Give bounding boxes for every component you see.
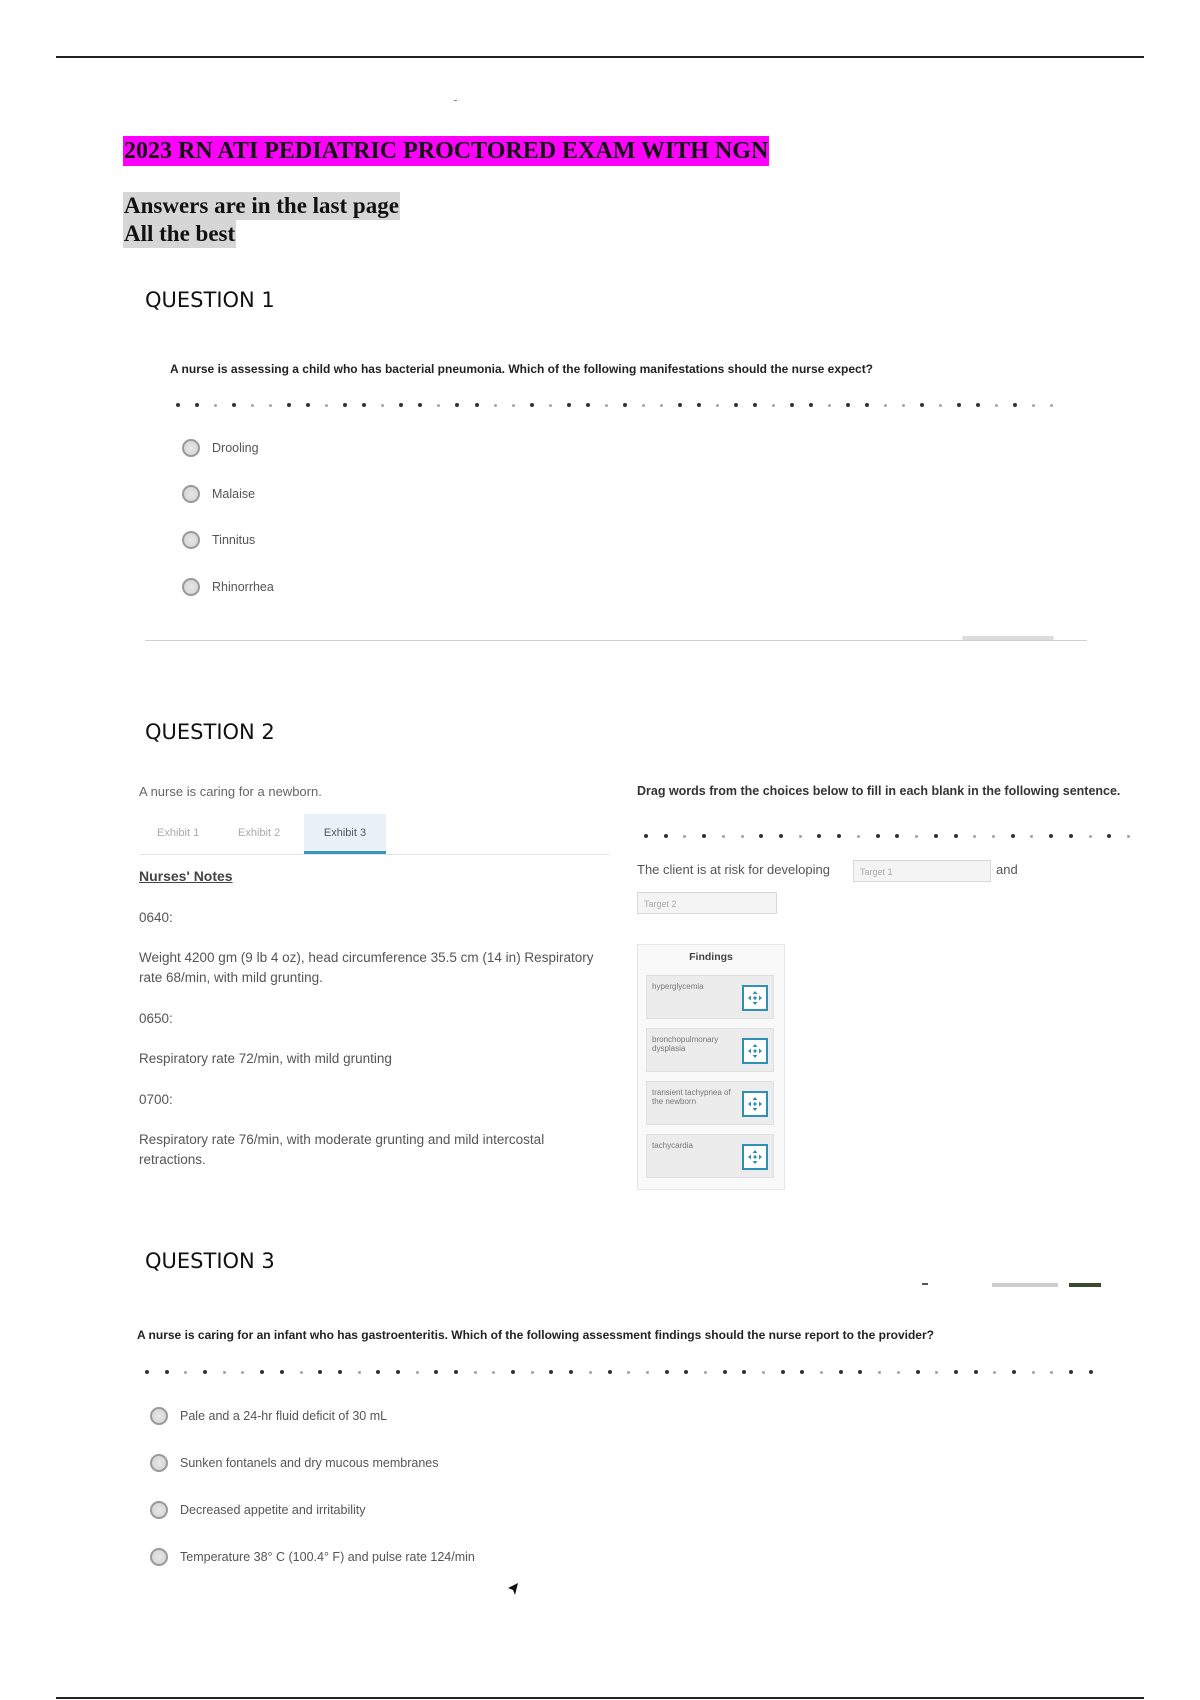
separator-dot — [779, 834, 783, 838]
separator-dot — [884, 404, 887, 407]
question-3-stem: A nurse is caring for an infant who has gastroenteritis. Which of the following assessment findings should the nurse report to the provider? — [137, 1328, 934, 1342]
separator-dot — [1050, 1371, 1053, 1374]
progress-indicator — [992, 1283, 1058, 1287]
separator-dot — [993, 1371, 996, 1374]
separator-dot — [781, 1370, 785, 1374]
separator-dot — [1089, 835, 1092, 838]
radio-button[interactable] — [150, 1501, 168, 1519]
separator-dot — [902, 404, 905, 407]
question-1-divider — [145, 640, 1087, 641]
note-entry: Respiratory rate 76/min, with moderate grunting and mild intercostal retractions. — [139, 1132, 545, 1167]
separator-dot — [915, 835, 918, 838]
separator-dot — [1012, 1370, 1016, 1374]
separator-dot — [973, 835, 976, 838]
separator-dot — [396, 1370, 400, 1374]
separator-dot — [820, 1371, 823, 1374]
separator-dot — [1032, 404, 1035, 407]
separator-dot — [338, 1370, 342, 1374]
separator-dot — [343, 403, 347, 407]
separator-dot — [318, 1370, 322, 1374]
separator-dot — [627, 1371, 630, 1374]
separator-dot — [954, 834, 958, 838]
separator-dot — [895, 834, 899, 838]
separator-dot — [1089, 1370, 1093, 1374]
question-3-option[interactable] — [150, 1548, 475, 1566]
separator-dot — [530, 403, 534, 407]
separator-dot — [418, 403, 422, 407]
separator-dot — [664, 834, 668, 838]
radio-button[interactable] — [182, 578, 200, 596]
separator-dot — [280, 1370, 284, 1374]
option-label: Sunken fontanels and dry mucous membranes — [180, 1456, 439, 1470]
separator-dot — [1069, 834, 1073, 838]
separator-dot — [306, 403, 310, 407]
separator-dot — [176, 403, 180, 407]
separator-dot — [358, 1371, 361, 1374]
note-time: 0640: — [139, 910, 173, 925]
option-label: Drooling — [212, 441, 259, 455]
separator-dot — [474, 1371, 477, 1374]
drop-target-2[interactable]: Target 2 — [637, 892, 777, 914]
separator-dot — [858, 1370, 862, 1374]
separator-dot — [1050, 404, 1053, 407]
separator-dot — [762, 1371, 765, 1374]
question-1-option[interactable] — [182, 485, 255, 503]
separator-dot — [702, 834, 706, 838]
case-intro: A nurse is caring for a newborn. — [139, 784, 322, 799]
separator-dot — [742, 1370, 746, 1374]
option-label: Temperature 38° C (100.4° F) and pulse rate 124/min — [180, 1550, 475, 1564]
bottom-rule — [56, 1697, 1144, 1699]
separator-dot — [214, 404, 217, 407]
separator-dot — [697, 403, 701, 407]
separator-dot — [817, 834, 821, 838]
separator-dot — [723, 1370, 727, 1374]
separator-dot — [839, 1370, 843, 1374]
sentence-joiner: and — [996, 862, 1018, 877]
nurses-notes-title: Nurses' Notes — [139, 868, 233, 884]
separator-dot — [589, 1371, 592, 1374]
question-1-separator-dots — [176, 402, 1054, 408]
radio-button[interactable] — [150, 1454, 168, 1472]
separator-dot — [325, 404, 328, 407]
sentence-text: The client is at risk for developing — [637, 862, 830, 877]
separator-dot — [646, 1371, 649, 1374]
progress-indicator-active — [1069, 1283, 1101, 1287]
separator-dot — [846, 403, 850, 407]
separator-dot — [799, 835, 802, 838]
question-1-stem: A nurse is assessing a child who has bacterial pneumonia. Which of the following manifestations should the nurse expect? — [170, 362, 874, 376]
separator-dot — [549, 1370, 553, 1374]
tab-exhibit-2[interactable]: Exhibit 2 — [238, 827, 281, 839]
separator-dot — [260, 1370, 264, 1374]
separator-dot — [437, 404, 440, 407]
separator-dot — [511, 1370, 515, 1374]
separator-dot — [434, 1370, 438, 1374]
question-3-option[interactable] — [150, 1454, 438, 1472]
drop-target-1[interactable]: Target 1 — [853, 860, 991, 882]
separator-dot — [362, 403, 366, 407]
draggable-finding[interactable] — [646, 1081, 774, 1125]
separator-dot — [865, 403, 869, 407]
draggable-finding[interactable] — [646, 1134, 774, 1178]
separator-dot — [939, 404, 942, 407]
separator-dot — [605, 404, 608, 407]
note-time: 0650: — [139, 1011, 173, 1026]
separator-dot — [772, 404, 775, 407]
question-3-separator-dots — [145, 1369, 1093, 1375]
separator-dot — [1069, 1370, 1073, 1374]
tab-exhibit-1[interactable]: Exhibit 1 — [157, 827, 200, 839]
option-label: Decreased appetite and irritability — [180, 1503, 366, 1517]
separator-dot — [269, 404, 272, 407]
separator-dot — [683, 835, 686, 838]
question-1-heading: QUESTION 1 — [145, 288, 275, 312]
separator-dot — [897, 1371, 900, 1374]
separator-dot — [300, 1371, 303, 1374]
separator-dot — [916, 1370, 920, 1374]
separator-dot — [716, 404, 719, 407]
separator-dot — [567, 403, 571, 407]
separator-dot — [531, 1371, 534, 1374]
separator-dot — [251, 404, 254, 407]
option-label: Pale and a 24-hr fluid deficit of 30 mL — [180, 1409, 388, 1423]
separator-dot — [644, 834, 648, 838]
findings-panel — [637, 944, 785, 1190]
question-3-option[interactable] — [150, 1501, 366, 1519]
separator-dot — [992, 835, 995, 838]
finding-label: tachycardia — [652, 1141, 693, 1150]
question-3-heading: QUESTION 3 — [145, 1249, 275, 1273]
radio-button[interactable] — [150, 1548, 168, 1566]
tab-exhibit-3[interactable]: Exhibit 3 — [304, 814, 386, 854]
option-label: Malaise — [212, 487, 256, 501]
separator-dot — [954, 1370, 958, 1374]
separator-dot — [492, 1371, 495, 1374]
separator-dot — [223, 1371, 226, 1374]
separator-dot — [586, 403, 590, 407]
separator-dot — [741, 835, 744, 838]
separator-dot — [753, 403, 757, 407]
separator-dot — [1011, 834, 1015, 838]
separator-dot — [1049, 834, 1053, 838]
separator-dot — [623, 403, 627, 407]
separator-dot — [704, 1371, 707, 1374]
separator-dot — [976, 403, 980, 407]
finding-label: hyperglycemia — [652, 982, 704, 991]
radio-button[interactable] — [150, 1407, 168, 1425]
note-entry: Weight 4200 gm (9 lb 4 oz), head circumference 35.5 cm (14 in) Respiratory rate 68/min, with mild grunting. — [139, 950, 594, 985]
separator-dot — [722, 835, 725, 838]
radio-button[interactable] — [182, 439, 200, 457]
separator-dot — [475, 403, 479, 407]
option-label: Tinnitus — [212, 533, 256, 547]
stray-mark — [922, 1283, 928, 1285]
move-icon[interactable] — [742, 1091, 768, 1117]
scrollbar-thumb[interactable] — [962, 636, 1054, 640]
finding-label: bronchopulmonary dysplasia — [652, 1035, 719, 1053]
separator-dot — [642, 404, 645, 407]
separator-dot — [195, 403, 199, 407]
move-icon[interactable] — [742, 985, 768, 1011]
separator-dot — [759, 834, 763, 838]
separator-dot — [734, 403, 738, 407]
separator-dot — [665, 1370, 669, 1374]
separator-dot — [957, 403, 961, 407]
separator-dot — [934, 834, 938, 838]
question-1-option[interactable] — [182, 531, 255, 549]
separator-dot — [878, 1371, 881, 1374]
answers-note: Answers are in the last page — [124, 193, 399, 218]
separator-dot — [828, 404, 831, 407]
separator-dot — [416, 1371, 419, 1374]
separator-dot — [232, 403, 236, 407]
note-entry: Respiratory rate 72/min, with mild grunting — [139, 1051, 392, 1066]
question-1-option[interactable] — [182, 439, 259, 457]
separator-dot — [381, 404, 384, 407]
separator-dot — [203, 1370, 207, 1374]
draggable-finding[interactable] — [646, 1028, 774, 1072]
separator-dot — [1107, 834, 1111, 838]
option-label: Rhinorrhea — [212, 580, 274, 594]
separator-dot — [1013, 403, 1017, 407]
separator-dot — [512, 404, 515, 407]
separator-dot — [837, 834, 841, 838]
question-2-heading: QUESTION 2 — [145, 720, 275, 744]
question-1-option[interactable] — [182, 578, 274, 596]
separator-dot — [1032, 1371, 1035, 1374]
radio-button[interactable] — [182, 531, 200, 549]
separator-dot — [145, 1370, 149, 1374]
drag-instruction: Drag words from the choices below to fill in each blank in the following sentence. — [637, 784, 1121, 798]
radio-button[interactable] — [182, 485, 200, 503]
separator-dot — [184, 1371, 187, 1374]
separator-dot — [287, 403, 291, 407]
exhibit-tabs — [139, 814, 609, 855]
question-3-option[interactable] — [150, 1407, 387, 1425]
separator-dot — [920, 403, 924, 407]
mouse-cursor-icon — [506, 1582, 520, 1596]
separator-dot — [1030, 835, 1033, 838]
separator-dot — [455, 403, 459, 407]
stray-mark — [454, 100, 457, 101]
separator-dot — [494, 404, 497, 407]
top-rule — [56, 56, 1144, 58]
separator-dot — [660, 404, 663, 407]
question-2-separator-dots — [644, 833, 1130, 839]
separator-dot — [678, 403, 682, 407]
document-title: 2023 RN ATI PEDIATRIC PROCTORED EXAM WITH NGN — [124, 138, 769, 164]
separator-dot — [995, 404, 998, 407]
separator-dot — [165, 1370, 169, 1374]
separator-dot — [809, 403, 813, 407]
best-wishes-note: All the best — [124, 221, 236, 246]
separator-dot — [684, 1370, 688, 1374]
separator-dot — [569, 1370, 573, 1374]
separator-dot — [790, 403, 794, 407]
finding-label: transient tachypnea of the newborn — [652, 1088, 731, 1106]
separator-dot — [800, 1370, 804, 1374]
separator-dot — [876, 834, 880, 838]
separator-dot — [241, 1371, 244, 1374]
separator-dot — [454, 1370, 458, 1374]
findings-title: Findings — [689, 951, 733, 963]
separator-dot — [399, 403, 403, 407]
separator-dot — [1127, 835, 1130, 838]
separator-dot — [549, 404, 552, 407]
note-time: 0700: — [139, 1092, 173, 1107]
separator-dot — [608, 1370, 612, 1374]
separator-dot — [974, 1370, 978, 1374]
separator-dot — [857, 835, 860, 838]
draggable-finding[interactable] — [646, 975, 774, 1019]
move-icon[interactable] — [742, 1144, 768, 1170]
separator-dot — [935, 1371, 938, 1374]
move-icon[interactable] — [742, 1038, 768, 1064]
separator-dot — [376, 1370, 380, 1374]
